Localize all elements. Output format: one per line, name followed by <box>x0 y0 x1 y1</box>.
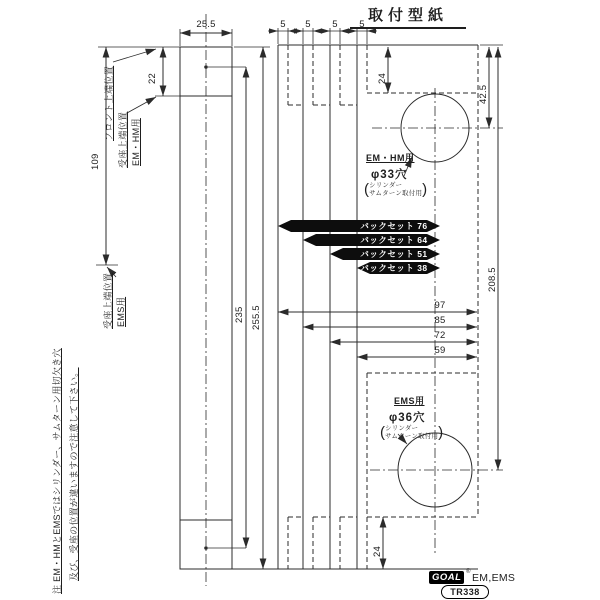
em-note-line1: シリンダー <box>369 182 403 189</box>
dim-step-4: 5 <box>359 19 365 30</box>
label-ems-hole-diameter: φ36穴 <box>389 412 426 424</box>
backset-arrow-label-38: バックセット 38 <box>360 263 428 273</box>
dim-width-85: 85 <box>434 315 446 326</box>
dim-strike-offset-em: 22 <box>147 73 158 84</box>
paren-open: ( <box>364 180 369 198</box>
label-ems-strike-position: 受座上端位置 <box>103 272 113 329</box>
dim-step-1: 5 <box>280 19 286 30</box>
page-title: 取付型紙 <box>350 4 466 29</box>
label-front-top-position: フロント上端位置 <box>104 65 114 141</box>
label-ems-hole-note <box>380 425 443 440</box>
dim-em-center: 42.5 <box>478 84 489 104</box>
dim-step-2: 5 <box>305 19 311 30</box>
dim-step-3: 5 <box>332 19 338 30</box>
label-em-strike-use: EM・HM用 <box>131 118 141 166</box>
backset-arrow-label-76: バックセット 76 <box>360 221 428 231</box>
label-em-hole-use: EM・HM用 <box>366 153 415 163</box>
dim-ems-center: 208.5 <box>487 267 498 292</box>
dim-plate-len: 255.5 <box>251 305 262 330</box>
registered-mark: ® <box>466 569 471 575</box>
backset-arrow-label-51: バックセット 51 <box>360 249 428 259</box>
dim-plate-inner-len: 235 <box>234 306 245 323</box>
label-ems-strike-use: EMS用 <box>116 296 126 327</box>
dim-plate-width: 25.5 <box>196 19 216 30</box>
label-em-hole-diameter: φ33穴 <box>371 169 408 181</box>
model-names: EM,EMS <box>472 572 516 584</box>
paren-close: ) <box>422 180 428 198</box>
dim-width-59: 59 <box>434 345 446 356</box>
ems-note-line1: シリンダー <box>385 425 419 432</box>
backset-arrow-label-64: バックセット 64 <box>360 235 428 245</box>
dim-strike-offset-ems: 109 <box>90 153 101 170</box>
dim-top-margin: 24 <box>377 73 388 84</box>
caution-note-line1: 注 EM・HMとEMSではシリンダー、サムターン用切欠き穴 <box>52 348 62 594</box>
label-em-strike-position: 受座上端位置 <box>118 111 128 168</box>
paren-close: ) <box>438 423 444 441</box>
caution-note-line2: 及び、受座の位置が違いますので注意して下さい。 <box>69 367 79 581</box>
dim-bottom-margin: 24 <box>372 546 383 557</box>
ems-note-line2: サムターン取付用 <box>385 432 439 440</box>
goal-logo: GOAL <box>429 571 464 584</box>
em-note-line2: サムターン取付用 <box>369 189 423 197</box>
label-ems-hole-use: EMS用 <box>394 396 425 406</box>
template-code-badge: TR338 <box>441 585 489 599</box>
label-em-hole-note <box>364 182 427 197</box>
paren-open: ( <box>380 423 385 441</box>
dim-width-72: 72 <box>434 330 446 341</box>
dim-width-97: 97 <box>434 300 446 311</box>
